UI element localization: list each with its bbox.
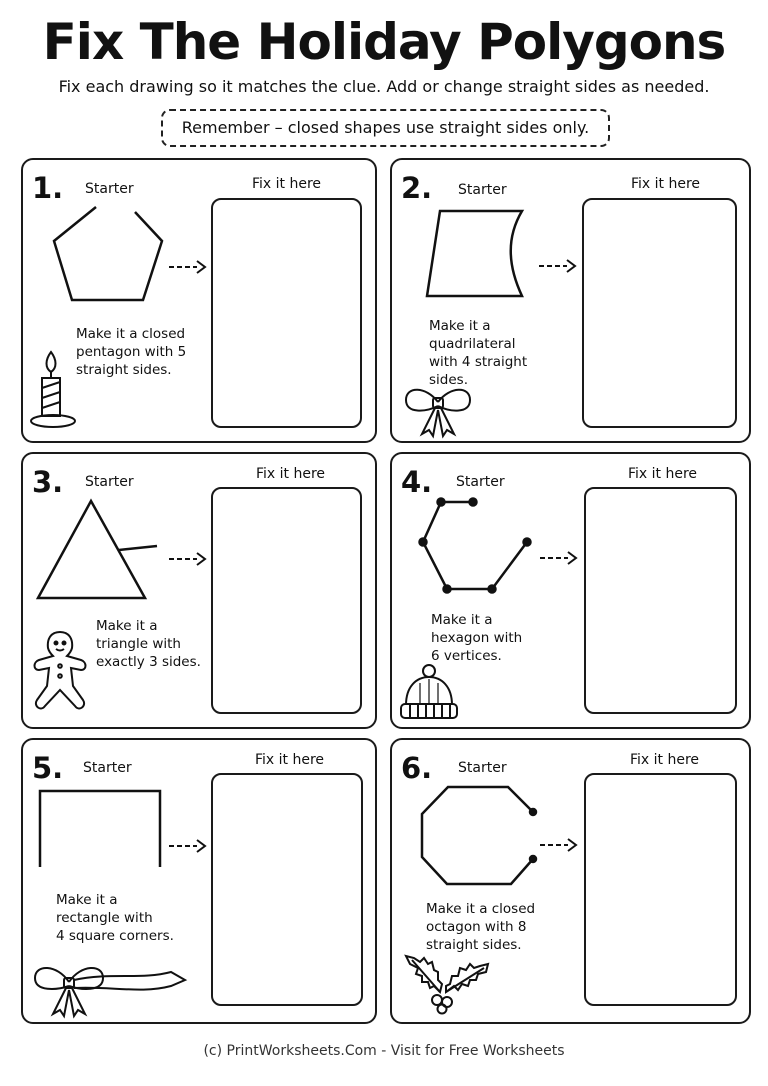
- fix-it-here-label: Fix it here: [631, 176, 701, 192]
- arrow-icon: [538, 836, 578, 856]
- problem-number: 4.: [401, 465, 433, 499]
- holly-icon: [400, 952, 492, 1014]
- problem-number: 2.: [401, 171, 433, 205]
- starter-label: Starter: [458, 182, 507, 198]
- worksheet-title: Fix The Holiday Polygons: [42, 13, 726, 71]
- candle-icon: [29, 348, 79, 430]
- fix-it-here-label: Fix it here: [252, 176, 322, 192]
- fix-drawing-area[interactable]: [584, 487, 737, 714]
- problem-number: 1.: [32, 171, 64, 205]
- problem-number: 5.: [32, 751, 64, 785]
- fix-drawing-area[interactable]: [584, 773, 737, 1006]
- clue-text: Make it a rectangle with 4 square corners.: [56, 892, 174, 944]
- problem-number: 6.: [401, 751, 433, 785]
- starter-label: Starter: [458, 760, 507, 776]
- fix-it-here-label: Fix it here: [255, 752, 325, 768]
- starter-shape-open-hexagon: [418, 498, 534, 598]
- starter-label: Starter: [456, 474, 505, 490]
- instructions: Fix each drawing so it matches the clue. Add or change straight sides as needed.: [58, 77, 710, 96]
- problem-card-3: [21, 452, 377, 729]
- fix-it-here-label: Fix it here: [256, 466, 326, 482]
- clue-text: Make it a closed octagon with 8 straight sides.: [426, 901, 536, 953]
- fix-it-here-label: Fix it here: [630, 752, 700, 768]
- arrow-icon: [537, 257, 577, 277]
- problem-card-4: [390, 452, 751, 729]
- fix-drawing-area[interactable]: [211, 773, 363, 1006]
- clue-text: Make it a quadrilateral with 4 straight sides.: [429, 318, 528, 388]
- starter-shape-open-pentagon: [49, 204, 169, 309]
- reminder-box: Remember – closed shapes use straight sides only.: [161, 109, 610, 147]
- fix-drawing-area[interactable]: [211, 198, 362, 428]
- clue-text: Make it a hexagon with 6 vertices.: [431, 612, 523, 664]
- footer-credit: (c) PrintWorksheets.Com - Visit for Free Worksheets: [203, 1043, 565, 1059]
- ribbon-bow-icon: [31, 958, 193, 1018]
- problem-number: 3.: [32, 465, 64, 499]
- problem-card-6: [390, 738, 751, 1024]
- fix-drawing-area[interactable]: [582, 198, 737, 428]
- problem-card-2: [390, 158, 751, 443]
- starter-shape-curved-quadrilateral: [424, 208, 528, 300]
- arrow-icon: [167, 258, 207, 278]
- problem-card-5: [21, 738, 377, 1024]
- winter-hat-icon: [398, 663, 460, 721]
- arrow-icon: [167, 837, 207, 857]
- fix-drawing-area[interactable]: [211, 487, 362, 714]
- arrow-icon: [167, 550, 207, 570]
- clue-text: Make it a triangle with exactly 3 sides.: [96, 618, 201, 670]
- starter-label: Starter: [85, 181, 134, 197]
- starter-shape-open-octagon: [418, 782, 542, 888]
- starter-label: Starter: [85, 474, 134, 490]
- fix-it-here-label: Fix it here: [628, 466, 698, 482]
- problem-card-1: [21, 158, 377, 443]
- starter-shape-open-rectangle: [37, 788, 163, 870]
- clue-text: Make it a closed pentagon with 5 straight sides.: [76, 326, 187, 378]
- arrow-icon: [538, 549, 578, 569]
- bow-icon: [402, 384, 474, 438]
- gingerbread-man-icon: [29, 630, 91, 714]
- starter-shape-triangle-extra-line: [35, 498, 161, 604]
- starter-label: Starter: [83, 760, 132, 776]
